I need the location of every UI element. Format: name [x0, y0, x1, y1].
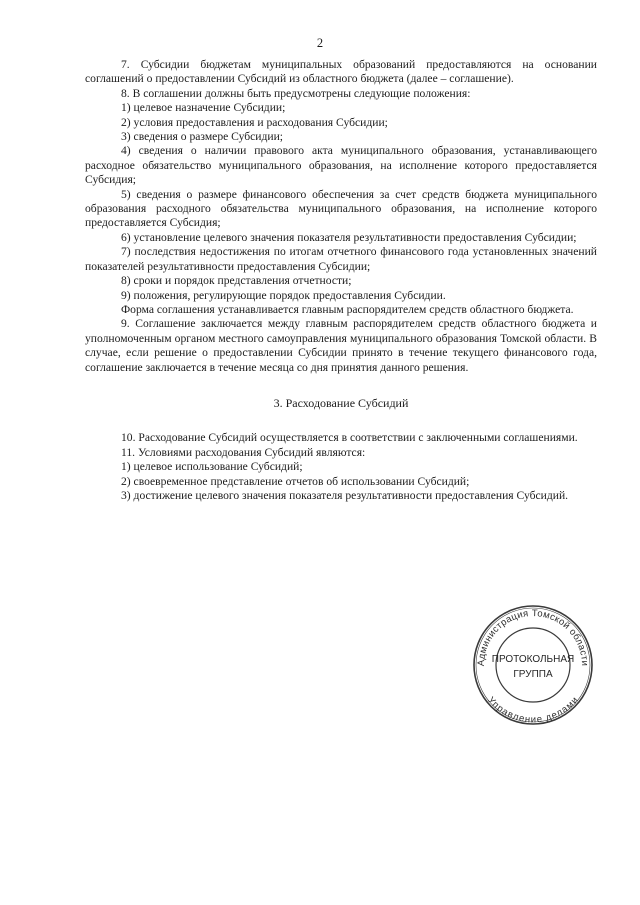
list-item: 1) целевое использование Субсидий;	[121, 460, 303, 474]
protocol-group-stamp	[468, 604, 598, 726]
list-item: 3) сведения о размере Субсидии;	[121, 130, 284, 144]
paragraph: 10. Расходование Субсидий осуществляется в соответствии с заключенными соглашениями.	[121, 431, 578, 445]
list-item: 9) положения, регулирующие порядок предоставления Субсидии.	[121, 288, 446, 302]
stamp-center-line1: ПРОТОКОЛЬНАЯ	[491, 654, 575, 665]
list-item: 5) сведения о размере финансового обеспечения за счет средств бюджета муниципального образования расходного обязательства муниципального образования, на исполнение которого предоставляется Субсидия;	[85, 187, 597, 230]
svg-text:Управление делами	[485, 695, 581, 726]
list-item: 3) достижение целевого значения показателя результативности предоставления Субсидий.	[121, 488, 569, 502]
list-item: 7) последствия недостижения по итогам отчетного финансового года установленных значений показателей результативности предоставления Субсидии;	[85, 245, 597, 273]
list-item: 1) целевое назначение Субсидии;	[121, 101, 286, 115]
document-body	[85, 58, 597, 503]
page-number: 2	[316, 36, 324, 50]
paragraph: 7. Субсидии бюджетам муниципальных образований предоставляются на основании соглашений о предоставлении Субсидий из областного бюджета (далее – соглашение).	[85, 58, 597, 86]
list-item: 6) установление целевого значения показателя результативности предоставления Субсидии;	[121, 230, 577, 244]
paragraph: 11. Условиями расходования Субсидий являются:	[121, 445, 366, 459]
stamp-bottom-arc-text: Управление делами	[485, 694, 581, 726]
stamp-top-arc-text: Администрация Томской области	[475, 607, 591, 667]
paragraph: 8. В соглашении должны быть предусмотрены следующие положения:	[121, 86, 471, 100]
list-item: 8) сроки и порядок представления отчетности;	[121, 274, 352, 288]
stamp-center-line2: ГРУППА	[513, 669, 553, 680]
list-item: 4) сведения о наличии правового акта муниципального образования, устанавливающего расходное обязательство муниципального образования, на исполнение которого предоставляется Субсидия;	[85, 144, 597, 187]
paragraph: 9. Соглашение заключается между главным распорядителем средств областного бюджета и уполномоченным органом местного самоуправления муниципального образования Томской области. В случае, если решение о предоставлении Субсидии принято в течение текущего финансового года, соглашение заключается в течение месяца со дня принятия данного решения.	[85, 317, 597, 374]
list-item: 2) условия предоставления и расходования Субсидии;	[121, 115, 388, 129]
paragraph: Форма соглашения устанавливается главным распорядителем средств областного бюджета.	[121, 302, 574, 316]
list-item: 2) своевременное представление отчетов об использовании Субсидий;	[121, 474, 470, 488]
section-heading: 3. Расходование Субсидий	[273, 395, 409, 410]
